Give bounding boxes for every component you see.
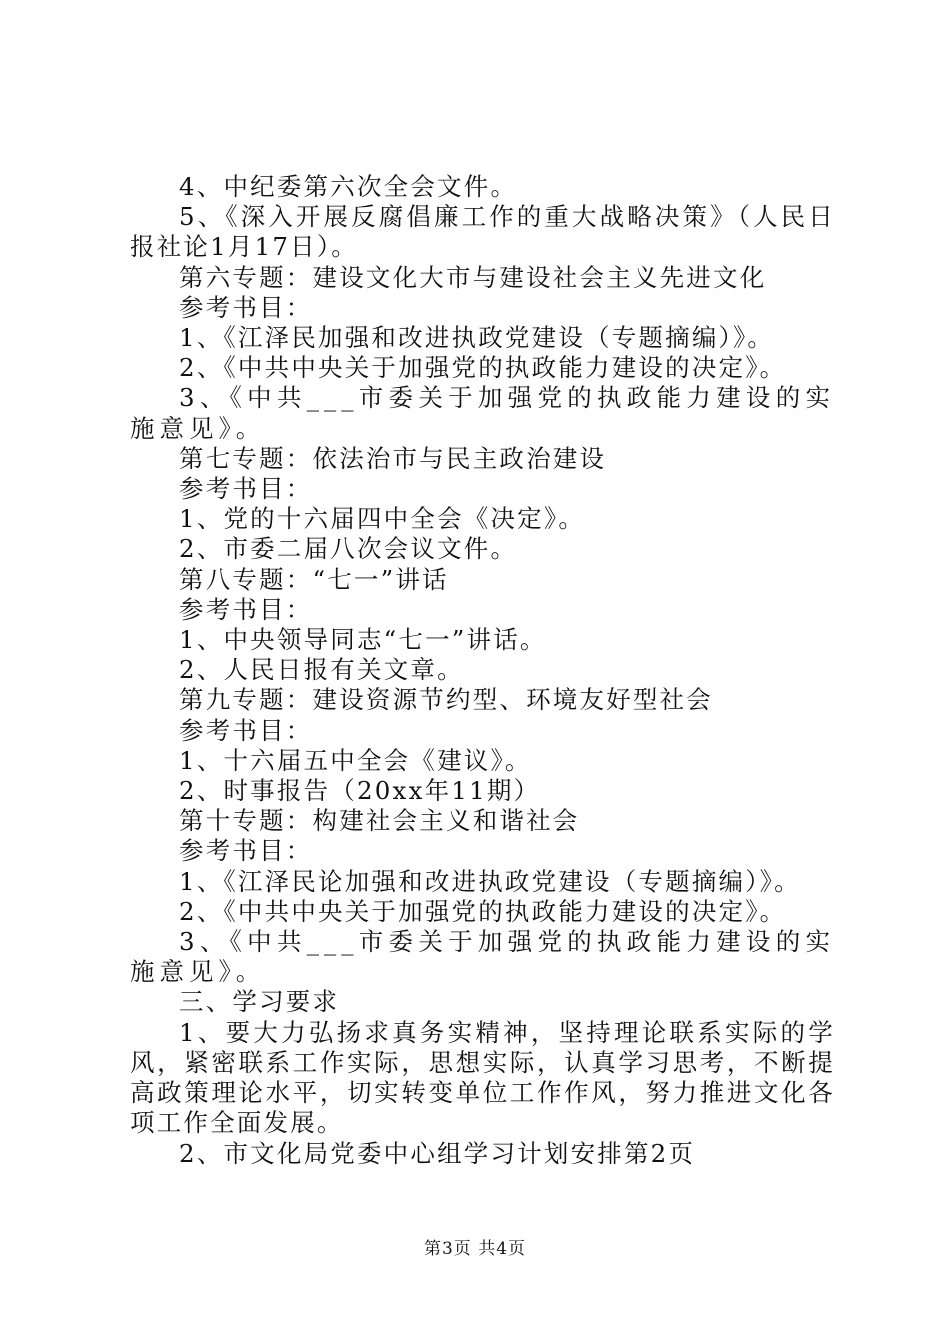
section-heading: 第八专题：“七一”讲话 <box>179 564 449 594</box>
body-paragraph: 2、市文化局党委中心组学习计划安排第2页 <box>179 1138 696 1168</box>
list-item: 2、市委二届八次会议文件。 <box>179 534 518 564</box>
reference-label: 参考书目： <box>179 715 313 745</box>
document-body <box>130 172 835 1169</box>
list-item: 5、《深入开展反腐倡廉工作的重大战略决策》（人民日报社论1月17日）。 <box>130 202 835 262</box>
list-item: 4、中纪委第六次全会文件。 <box>179 172 518 201</box>
reference-label: 参考书目： <box>179 836 313 866</box>
list-item: 2、《中共中央关于加强党的执政能力建设的决定》。 <box>179 896 787 926</box>
reference-label: 参考书目： <box>179 474 313 504</box>
list-item: 2、人民日报有关文章。 <box>179 655 464 685</box>
list-item: 1、中央领导同志“七一”讲话。 <box>179 625 547 655</box>
list-item: 3、《中共___市委关于加强党的执政能力建设的实施意见》。 <box>130 927 835 987</box>
reference-label: 参考书目： <box>179 292 313 322</box>
list-item: 2、时事报告（20xx年11期） <box>179 776 541 806</box>
body-paragraph: 1、要大力弘扬求真务实精神，坚持理论联系实际的学风，紧密联系工作实际，思想实际，认真学习思考，不断提高政策理论水平，切实转变单位工作作风，努力推进文化各项工作全面发展。 <box>130 1017 835 1138</box>
list-item: 1、党的十六届四中全会《决定》。 <box>179 504 586 534</box>
section-heading: 第十专题：构建社会主义和谐社会 <box>179 806 580 836</box>
section-heading: 第九专题：建设资源节约型、环境友好型社会 <box>179 685 713 715</box>
section-heading: 三、学习要求 <box>179 987 340 1017</box>
list-item: 2、《中共中央关于加强党的执政能力建设的决定》。 <box>179 353 787 383</box>
section-heading: 第六专题：建设文化大市与建设社会主义先进文化 <box>179 262 767 292</box>
page-footer: 第3页 共4页 <box>423 1239 527 1259</box>
section-heading: 第七专题：依法治市与民主政治建设 <box>179 443 607 473</box>
list-item: 3、《中共___市委关于加强党的执政能力建设的实施意见》。 <box>130 383 835 443</box>
list-item: 1、《江泽民加强和改进执政党建设（专题摘编）》。 <box>179 323 775 353</box>
list-item: 1、十六届五中全会《建议》。 <box>179 745 532 775</box>
list-item: 1、《江泽民论加强和改进执政党建设（专题摘编）》。 <box>179 866 801 896</box>
reference-label: 参考书目： <box>179 594 313 624</box>
